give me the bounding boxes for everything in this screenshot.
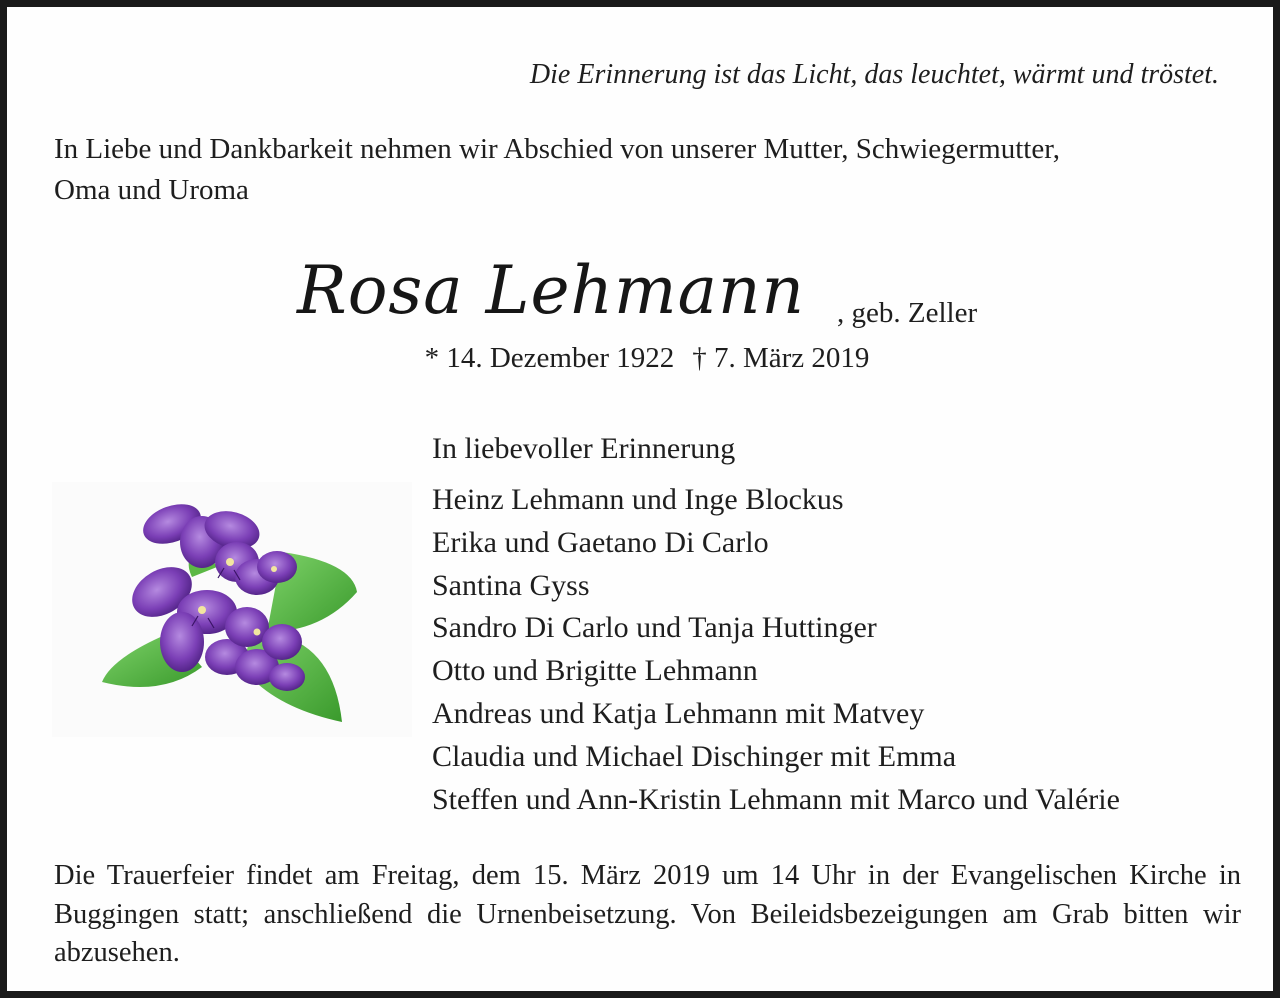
- deceased-name-row: [7, 243, 1280, 343]
- mourner-entry: Heinz Lehmann und Inge Blockus: [432, 483, 844, 516]
- deceased-name: Rosa Lehmann: [297, 252, 805, 329]
- life-dates: [7, 340, 1280, 376]
- mourner-entry: Andreas und Katja Lehmann mit Matvey: [432, 696, 925, 730]
- mourner-entry: Claudia und Michael Dischinger mit Emma: [432, 739, 957, 773]
- maiden-name: , geb. Zeller: [837, 297, 978, 329]
- intro-text: [54, 129, 1254, 211]
- ceremony-notice: Die Trauerfeier findet am Freitag, dem 15. März 2019 um 14 Uhr in der Evangelischen Kirche in Buggingen statt; anschließend die Urnenbeisetzung. Von Beileidsbezeigungen am Grab bitten wir abzusehen.: [54, 860, 1241, 968]
- mourner-entry: Otto und Brigitte Lehmann: [432, 654, 758, 688]
- date-of-death: † 7. März 2019: [692, 342, 870, 374]
- date-of-birth: * 14. Dezember 1922: [424, 342, 675, 374]
- mourner-entry: Santina Gyss: [432, 568, 590, 602]
- memory-heading: In liebevoller Erinnerung: [432, 432, 736, 465]
- intro-line-2: Oma und Uroma: [54, 174, 249, 206]
- mourner-entry: Sandro Di Carlo und Tanja Huttinger: [432, 611, 877, 645]
- mourner-entry: Erika und Gaetano Di Carlo: [432, 525, 769, 559]
- intro-line-1: In Liebe und Dankbarkeit nehmen wir Abschied von unserer Mutter, Schwiegermutter,: [54, 133, 1060, 165]
- motto-quote: Die Erinnerung ist das Licht, das leuchtet, wärmt und tröstet.: [529, 59, 1219, 90]
- mourner-entry: Steffen und Ann-Kristin Lehmann mit Marco und Valérie: [432, 782, 1120, 816]
- mourners-list: [432, 479, 1120, 821]
- violet-bouquet-icon: [52, 482, 412, 737]
